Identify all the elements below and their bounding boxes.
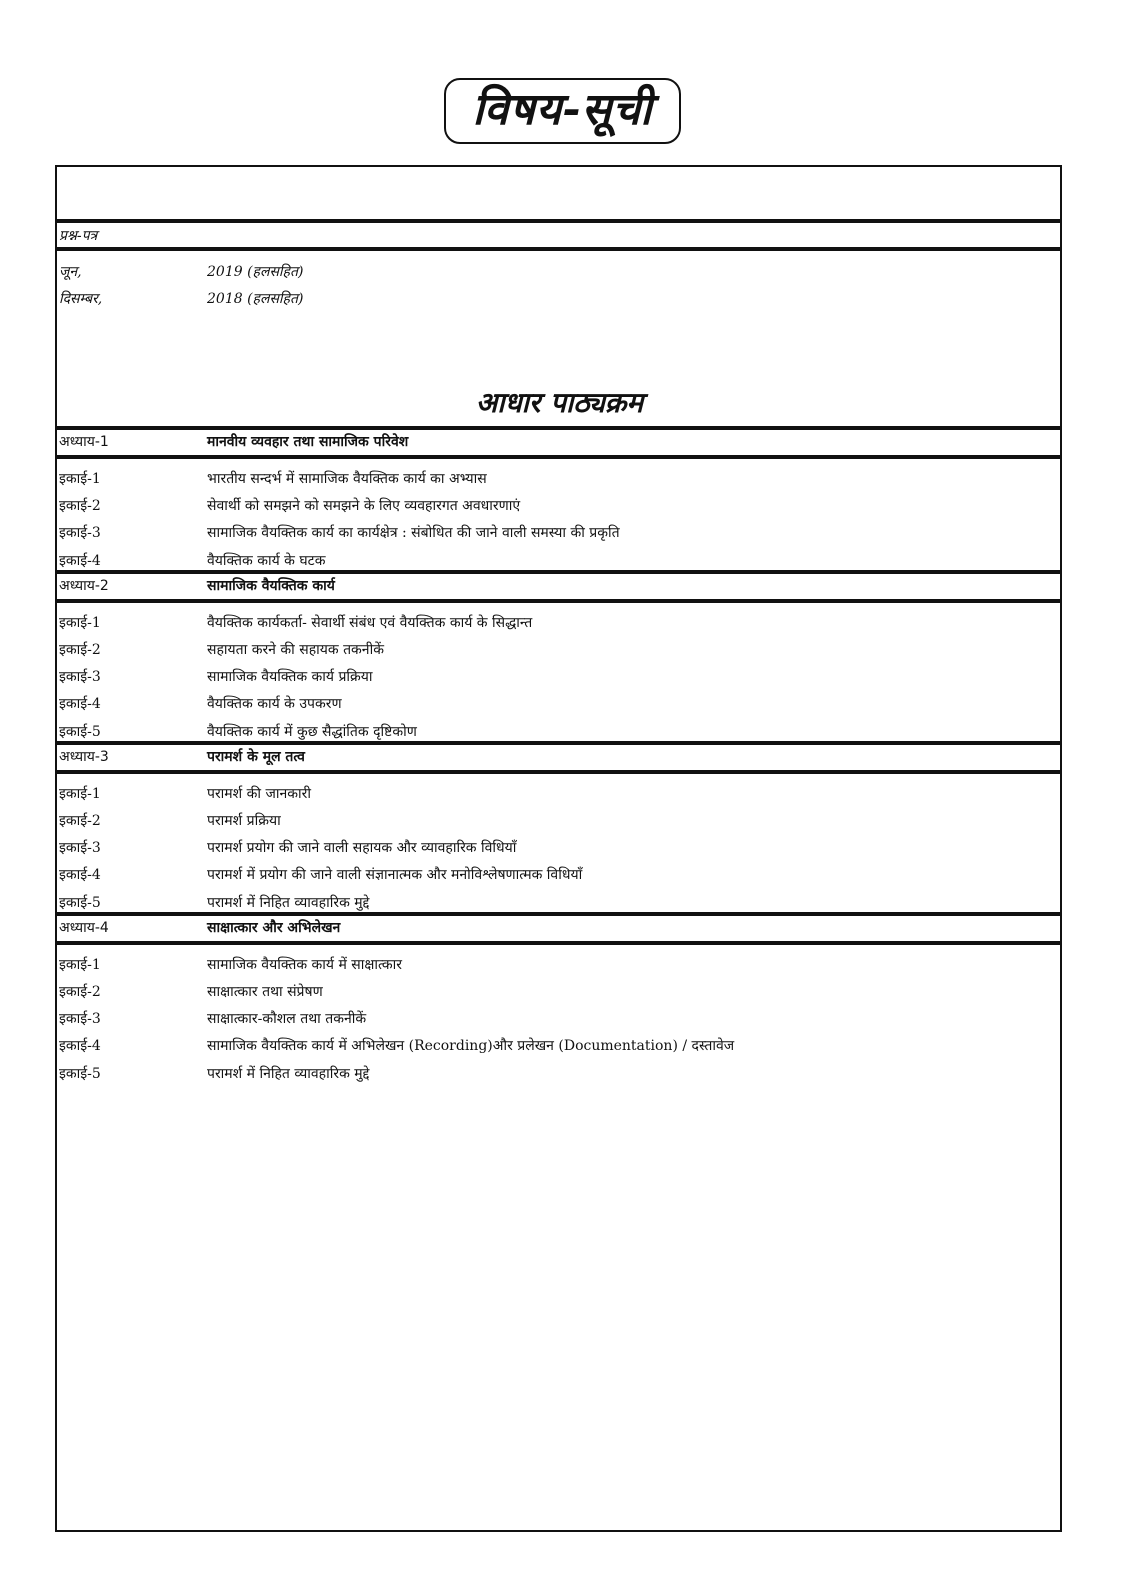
page-title: विषय-सूची — [444, 78, 680, 144]
unit-title: परामर्श प्रक्रिया — [207, 813, 281, 829]
unit-label: इकाई-2 — [59, 813, 101, 829]
unit-row[interactable] — [57, 637, 1060, 663]
unit-label: इकाई-1 — [59, 614, 101, 631]
course-heading: आधार पाठ्यक्रम — [475, 386, 644, 419]
unit-row[interactable] — [57, 610, 1060, 636]
chapter-title: सामाजिक वैयक्तिक कार्य — [207, 577, 335, 594]
paper-row[interactable] — [57, 259, 1060, 285]
chapter-label: अध्याय-4 — [59, 919, 109, 936]
unit-row[interactable] — [57, 691, 1060, 717]
unit-title: सामाजिक वैयक्तिक कार्य में अभिलेखन (Recording)और प्रलेखन (Documentation) / दस्तावेज — [207, 1038, 735, 1055]
paper-month: जून, — [59, 264, 82, 280]
unit-title: सामाजिक वैयक्तिक कार्य में साक्षात्कार — [207, 956, 402, 973]
paper-row[interactable] — [57, 286, 1060, 312]
unit-row[interactable] — [57, 781, 1060, 807]
unit-label: इकाई-1 — [59, 785, 101, 802]
papers-heading-text: प्रश्न-पत्र — [59, 228, 98, 244]
unit-title: सेवार्थी को समझने को समझने के लिए व्यवहारगत अवधारणाएं — [207, 498, 521, 515]
paper-year: 2018 (हलसहित) — [207, 291, 304, 307]
paper-month: दिसम्बर, — [59, 291, 103, 307]
unit-row[interactable] — [57, 979, 1060, 1005]
unit-title: परामर्श में निहित व्यावहारिक मुद्दे — [207, 894, 370, 911]
unit-row[interactable] — [57, 1033, 1060, 1059]
divider — [57, 247, 1060, 251]
unit-row[interactable] — [57, 952, 1060, 978]
unit-title: सामाजिक वैयक्तिक कार्य का कार्यक्षेत्र : संबोधित की जाने वाली समस्या की प्रकृति — [207, 525, 620, 542]
unit-title: परामर्श प्रयोग की जाने वाली सहायक और व्यावहारिक विधियाँ — [207, 840, 517, 857]
unit-label: इकाई-1 — [59, 956, 101, 973]
unit-title: परामर्श में प्रयोग की जाने वाली संज्ञानात्मक और मनोविश्लेषणात्मक विधियाँ — [207, 867, 583, 884]
unit-title: साक्षात्कार-कौशल तथा तकनीकें — [207, 1011, 367, 1028]
contents-frame — [55, 165, 1062, 1532]
unit-label: इकाई-4 — [59, 696, 101, 713]
papers-heading — [57, 223, 1060, 249]
unit-label: इकाई-3 — [59, 525, 101, 542]
divider — [57, 455, 1060, 459]
unit-title: सामाजिक वैयक्तिक कार्य प्रक्रिया — [207, 669, 373, 686]
unit-row[interactable] — [57, 835, 1060, 861]
unit-row[interactable] — [57, 664, 1060, 690]
unit-row[interactable] — [57, 862, 1060, 888]
chapter-label: अध्याय-1 — [59, 434, 109, 450]
unit-title: सहायता करने की सहायक तकनीकें — [207, 642, 384, 658]
unit-title: साक्षात्कार तथा संप्रेषण — [207, 984, 323, 1000]
chapter-row[interactable] — [57, 429, 1060, 455]
divider — [57, 941, 1060, 945]
chapter-title: साक्षात्कार और अभिलेखन — [207, 919, 341, 936]
chapter-label: अध्याय-3 — [59, 748, 109, 765]
chapter-row[interactable] — [57, 915, 1060, 941]
unit-label: इकाई-2 — [59, 984, 101, 1000]
paper-year: 2019 (हलसहित) — [207, 264, 304, 280]
unit-row[interactable] — [57, 466, 1060, 492]
chapter-title: परामर्श के मूल तत्व — [207, 748, 305, 765]
unit-title: वैयक्तिक कार्य में कुछ सैद्धांतिक दृष्टिकोण — [207, 723, 417, 740]
unit-row[interactable] — [57, 493, 1060, 519]
chapter-title: मानवीय व्यवहार तथा सामाजिक परिवेश — [207, 434, 409, 450]
divider — [57, 770, 1060, 774]
unit-title: वैयक्तिक कार्य के उपकरण — [207, 696, 342, 713]
unit-label: इकाई-3 — [59, 840, 101, 857]
unit-label: इकाई-5 — [59, 1065, 101, 1082]
unit-row[interactable] — [57, 808, 1060, 834]
chapter-row[interactable] — [57, 573, 1060, 599]
unit-label: इकाई-2 — [59, 498, 101, 515]
chapter-label: अध्याय-2 — [59, 577, 109, 594]
unit-label: इकाई-3 — [59, 1011, 101, 1028]
unit-row[interactable] — [57, 1061, 1060, 1087]
unit-title: वैयक्तिक कार्य के घटक — [207, 552, 326, 569]
unit-title: भारतीय सन्दर्भ में सामाजिक वैयक्तिक कार्य का अभ्यास — [207, 471, 487, 487]
unit-label: इकाई-5 — [59, 894, 101, 911]
unit-label: इकाई-4 — [59, 1038, 101, 1055]
unit-row[interactable] — [57, 1006, 1060, 1032]
chapter-row[interactable] — [57, 744, 1060, 770]
unit-title: वैयक्तिक कार्यकर्ता- सेवार्थी संबंध एवं वैयक्तिक कार्य के सिद्धान्त — [207, 614, 533, 631]
unit-label: इकाई-3 — [59, 669, 101, 686]
unit-row[interactable] — [57, 520, 1060, 546]
title-area — [0, 78, 1125, 144]
unit-label: इकाई-1 — [59, 471, 101, 487]
unit-label: इकाई-4 — [59, 552, 101, 569]
unit-label: इकाई-5 — [59, 723, 101, 740]
unit-title: परामर्श में निहित व्यावहारिक मुद्दे — [207, 1065, 370, 1082]
unit-label: इकाई-2 — [59, 642, 101, 658]
unit-title: परामर्श की जानकारी — [207, 785, 311, 802]
unit-label: इकाई-4 — [59, 867, 101, 884]
divider — [57, 599, 1060, 603]
